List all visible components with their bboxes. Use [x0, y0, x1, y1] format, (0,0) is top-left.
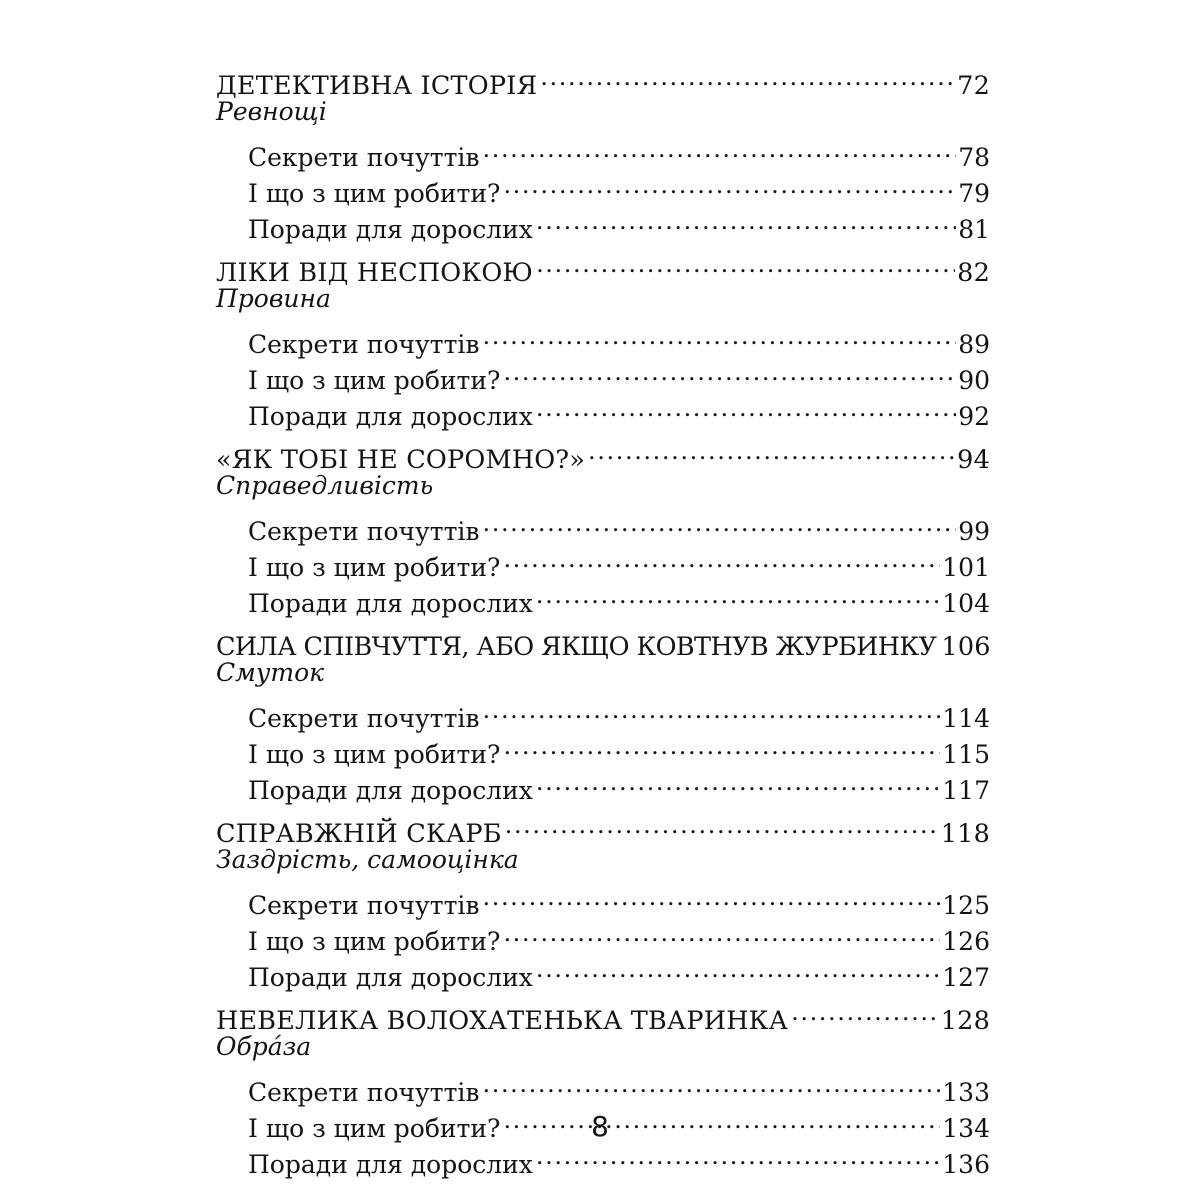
subentry-label: Поради для дорослих	[248, 776, 533, 805]
dot-leader	[536, 245, 955, 281]
subentry-label: Секрети почуттів	[248, 330, 480, 359]
dot-leader	[536, 576, 940, 612]
chapter-title: НЕВЕЛИКА ВОЛОХАТЕНЬКА ТВАРИНКА	[216, 1006, 789, 1036]
dot-leader	[503, 353, 956, 389]
subentry-page-number: 90	[958, 366, 990, 395]
chapter-page-number: 128	[940, 1006, 990, 1036]
toc-subentry	[216, 130, 990, 172]
dot-leader	[536, 202, 956, 238]
toc-chapter-entry	[216, 58, 990, 101]
subentry-page-number: 117	[942, 776, 990, 805]
toc-chapter-entry	[216, 619, 991, 662]
chapter-title: ДЕТЕКТИВНА ІСТОРІЯ	[216, 71, 538, 101]
dot-leader	[791, 993, 939, 1029]
subentry-page-number: 133	[942, 1078, 990, 1107]
chapter-page-number: 94	[957, 445, 990, 475]
dot-leader	[482, 130, 956, 166]
subentry-page-number: 136	[942, 1150, 990, 1179]
chapter-topic: Ревнощі	[216, 97, 327, 126]
subentry-page-number: 101	[942, 553, 990, 582]
dot-leader	[482, 691, 940, 727]
subentry-label: Секрети почуттів	[248, 143, 480, 172]
chapter-page-number: 118	[940, 819, 990, 849]
subentry-label: Поради для дорослих	[248, 963, 533, 992]
chapter-page-number: 82	[957, 258, 990, 288]
subentry-page-number: 78	[958, 143, 990, 172]
chapter-title: ЛІКИ ВІД НЕСПОКОЮ	[216, 258, 534, 288]
chapter-title: «ЯК ТОБІ НЕ СОРОМНО?»	[216, 445, 586, 475]
subentry-label: Секрети почуттів	[248, 1078, 480, 1107]
subentry-label: І що з цим робити?	[248, 927, 501, 956]
dot-leader	[482, 504, 956, 540]
subentry-page-number: 79	[958, 179, 990, 208]
subentry-label: Секрети почуттів	[248, 891, 480, 920]
dot-leader	[540, 58, 955, 94]
page-number: 8	[591, 1110, 609, 1143]
dot-leader	[482, 317, 956, 353]
chapter-page-number: 106	[941, 632, 991, 662]
table-of-contents	[216, 58, 991, 1179]
subentry-page-number: 114	[942, 704, 990, 733]
subentry-label: Секрети почуттів	[248, 517, 480, 546]
toc-chapter-entry	[216, 806, 990, 849]
subentry-label: І що з цим робити?	[248, 366, 501, 395]
dot-leader	[536, 950, 940, 986]
subentry-page-number: 104	[942, 589, 990, 618]
chapter-topic: Справедливість	[216, 471, 434, 500]
subentry-label: Поради для дорослих	[248, 402, 533, 431]
subentry-page-number: 126	[942, 927, 990, 956]
chapter-topic: Провина	[216, 284, 331, 313]
chapter-topic: Смуток	[216, 658, 325, 687]
subentry-page-number: 127	[942, 963, 990, 992]
dot-leader	[588, 432, 955, 468]
chapter-topic: Обрáза	[216, 1032, 312, 1061]
toc-subentry	[216, 504, 990, 546]
toc-subentry	[216, 878, 990, 920]
subentry-label: Поради для дорослих	[248, 215, 533, 244]
subentry-label: Поради для дорослих	[248, 589, 533, 618]
subentry-page-number: 134	[942, 1114, 990, 1143]
dot-leader	[505, 806, 939, 842]
dot-leader	[503, 914, 940, 950]
chapter-title: СПРАВЖНІЙ СКАРБ	[216, 819, 502, 849]
chapter-title: СИЛА СПІВЧУТТЯ, АБО ЯКЩО КОВТНУВ ЖУРБИНКУ	[216, 632, 937, 662]
chapter-page-number: 72	[957, 71, 990, 101]
toc-subentry	[216, 317, 990, 359]
subentry-label: І що з цим робити?	[248, 553, 501, 582]
subentry-label: Поради для дорослих	[248, 1150, 533, 1179]
toc-chapter-entry	[216, 245, 990, 288]
subentry-label: Секрети почуттів	[248, 704, 480, 733]
toc-subentry	[216, 1065, 990, 1107]
dot-leader	[482, 1065, 940, 1101]
subentry-label: І що з цим робити?	[248, 1114, 501, 1143]
subentry-page-number: 81	[958, 215, 990, 244]
subentry-label: І що з цим робити?	[248, 740, 501, 769]
dot-leader	[482, 878, 940, 914]
dot-leader	[536, 763, 940, 799]
toc-chapter-entry	[216, 432, 990, 475]
chapter-topic: Заздрість, самооцінка	[216, 845, 519, 874]
toc-subentry	[216, 691, 990, 733]
subentry-page-number: 99	[958, 517, 990, 546]
subentry-page-number: 115	[942, 740, 990, 769]
dot-leader	[503, 727, 940, 763]
toc-chapter-entry	[216, 993, 990, 1036]
subentry-page-number: 92	[958, 402, 990, 431]
subentry-page-number: 125	[942, 891, 990, 920]
subentry-page-number: 89	[958, 330, 990, 359]
dot-leader	[536, 389, 956, 425]
dot-leader	[503, 540, 940, 576]
dot-leader	[503, 166, 956, 202]
subentry-label: І що з цим робити?	[248, 179, 501, 208]
